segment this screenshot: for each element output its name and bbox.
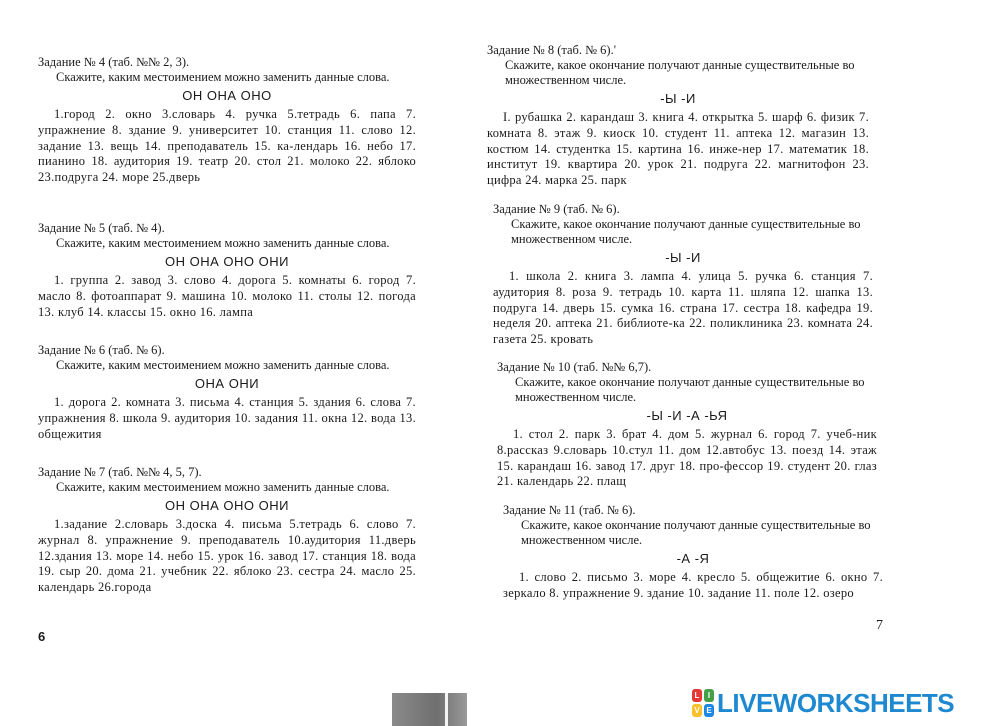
task-word-list: 1.задание 2.словарь 3.доска 4. письма 5.тетрадь 6. слово 7. журнал 8. упражнение 9. преподаватель 10.аудитория 11.дверь 12.здания 13. море 14. небо 15. урок 16. завод 17. станция 18. вода 19. сыр 20. дома 21. учебник 22. яблоко 23. сестра 24. масло 25. календарь 26.города [38, 517, 416, 595]
task-title: Задание № 4 (таб. №№ 2, 3). [38, 55, 190, 69]
task-instruction: Скажите, каким местоимением можно заменить данные слова. [56, 358, 390, 372]
task-title: Задание № 6 (таб. № 6). [38, 343, 165, 357]
task-pronouns: ОН ОНА ОНО ОНИ [165, 498, 289, 513]
task-5 [38, 221, 416, 320]
task-pronouns: ОН ОНА ОНО ОНИ [165, 254, 289, 269]
task-pronouns: ОНА ОНИ [194, 376, 260, 391]
task-word-list: 1. дорога 2. комната 3. письма 4. станция 5. здания 6. слова 7. упражнения 8. школа 9. аудитория 10. задания 11. окна 12. вода 13. общежития [38, 395, 416, 441]
task-4 [38, 55, 416, 186]
task-word-list: 1. стол 2. парк 3. брат 4. дом 5. журнал 6. город 7. учеб-ник 8.рассказ 9.словарь 10.стул 11. дом 12.автобус 13. поезд 14. этаж 15. карандаш 16. завод 17. друг 18. про-фессор 19. студент 20. глаз 21. календарь 22. плащ [497, 427, 877, 489]
task-pronouns: -Ы -И -А -ЬЯ [646, 408, 728, 423]
task-word-list: 1. школа 2. книга 3. лампа 4. улица 5. ручка 6. станция 7. аудитория 8. роза 9. тетрадь 10. карта 11. шляпа 12. шапка 13. подруга 14. дверь 15. сумка 16. страна 17. сестра 18. кафедра 19. неделя 20. аптека 21. библиоте-ка 22. поликлиника 23. комната 24. газета 25. кровать [493, 269, 873, 347]
task-title: Задание № 10 (таб. №№ 6,7). [497, 360, 652, 374]
task-11 [503, 503, 883, 602]
liveworksheets-logo-text: LIVEWORKSHEETS [717, 687, 955, 718]
task-title: Задание № 5 (таб. № 4). [38, 221, 165, 235]
task-pronouns: ОН ОНА ОНО [182, 88, 272, 103]
task-instruction: Скажите, какое окончание получают данные существительные во множественном числе. [515, 375, 865, 404]
task-instruction: Скажите, каким местоимением можно заменить данные слова. [56, 236, 390, 250]
task-10 [497, 360, 877, 490]
task-pronouns: -Ы -И [665, 250, 701, 265]
task-instruction: Скажите, каким местоимением можно заменить данные слова. [56, 480, 390, 494]
task-word-list: 1.город 2. окно 3.словарь 4. ручка 5.тетрадь 6. папа 7. упражнение 8. здание 9. университет 10. станция 11. слово 12. задание 13. вещь 14. преподаватель 15. ка-лендарь 16. небо 17. пианино 18. аудитория 19. театр 20. стол 21. молоко 22. яблоко 23.подруга 24. море 25.дверь [38, 107, 416, 185]
task-title: Задание № 8 (таб. № 6).' [487, 43, 616, 57]
logo-letter-l: L [692, 689, 702, 702]
liveworksheets-logo-icon [692, 689, 714, 717]
task-pronouns: -А -Я [676, 551, 710, 566]
scan-edge-strip [392, 693, 467, 726]
task-instruction: Скажите, какое окончание получают данные существительные во множественном числе. [511, 217, 861, 246]
task-9 [493, 202, 873, 348]
task-7 [38, 465, 416, 596]
logo-letter-v: V [692, 704, 702, 717]
task-8 [487, 43, 869, 189]
task-6 [38, 343, 416, 442]
task-pronouns: -Ы -И [660, 91, 696, 106]
task-word-list: 1. группа 2. завод 3. слово 4. дорога 5. комнаты 6. город 7. масло 8. фотоаппарат 9. машина 10. молоко 11. столы 12. погода 13. клуб 14. классы 15. окно 16. лампа [38, 273, 416, 319]
task-title: Задание № 11 (таб. № 6). [503, 503, 636, 517]
left-page-number: 6 [38, 629, 46, 644]
task-instruction: Скажите, какое окончание получают данные существительные во множественном числе. [521, 518, 871, 547]
scan-edge-notch [445, 693, 448, 726]
task-word-list: I. рубашка 2. карандаш 3. книга 4. открытка 5. шарф 6. физик 7. комната 8. этаж 9. киоск 10. студент 11. аптека 12. магазин 13. костюм 14. студентка 15. картина 16. инже-нер 17. математик 18. институт 19. квартира 20. урок 21. подруга 22. магнитофон 23. цифра 24. марка 25. парк [487, 110, 869, 188]
liveworksheets-logo [692, 688, 954, 718]
right-page-number: 7 [876, 618, 883, 633]
task-title: Задание № 7 (таб. №№ 4, 5, 7). [38, 465, 202, 479]
task-instruction: Скажите, какое окончание получают данные существительные во множественном числе. [505, 58, 855, 87]
logo-letter-e: E [704, 704, 714, 717]
task-title: Задание № 9 (таб. № 6). [493, 202, 620, 216]
logo-letter-i: I [704, 689, 714, 702]
task-instruction: Скажите, каким местоимением можно заменить данные слова. [56, 70, 390, 84]
task-word-list: 1. слово 2. письмо 3. море 4. кресло 5. общежитие 6. окно 7. зеркало 8. упражнение 9. здание 10. задание 11. поле 12. озеро [503, 570, 883, 600]
